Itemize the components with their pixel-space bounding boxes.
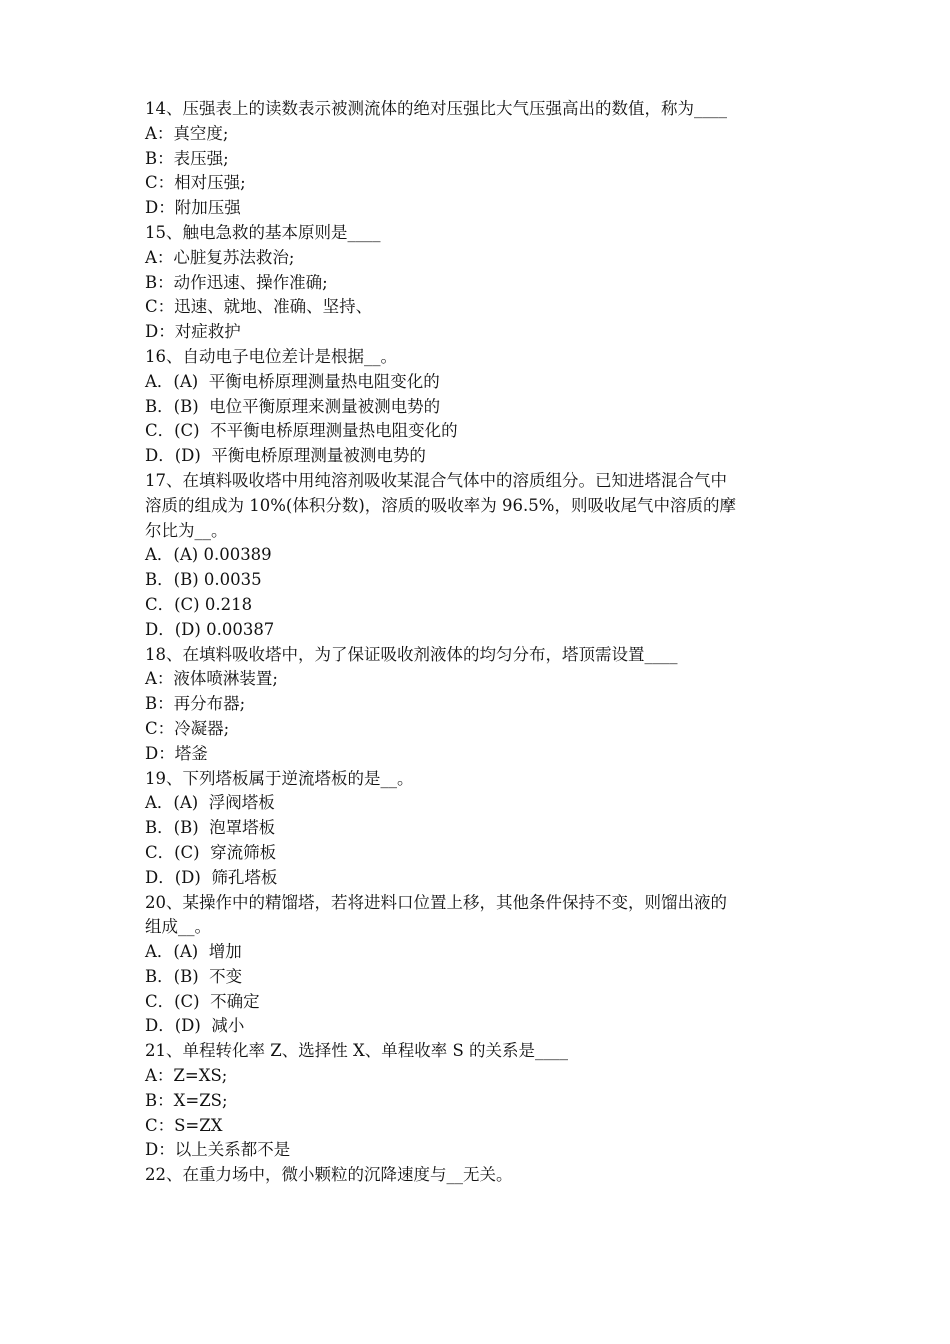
question-22: 22、在重力场中，微小颗粒的沉降速度与__无关。: [145, 1165, 513, 1185]
question-17: 17、在填料吸收塔中用纯溶剂吸收某混合气体中的溶质组分。已知进塔混合气中: [145, 470, 727, 490]
option-18-d: D：塔釜: [145, 743, 208, 763]
question-15: 15、触电急救的基本原则是____: [145, 222, 381, 242]
question-21: 21、单程转化率 Z、选择性 X、单程收率 S 的关系是____: [145, 1041, 568, 1061]
option-20-a: A．(A) 增加: [145, 942, 242, 962]
option-20-b: B．(B) 不变: [145, 966, 243, 986]
option-19-d: D．(D) 筛孔塔板: [145, 867, 278, 887]
option-18-b: B：再分布器;: [145, 694, 246, 714]
question-20-cont: 组成__。: [145, 917, 211, 937]
option-17-b: B．(B) 0.0035: [145, 570, 262, 590]
option-16-d: D．(D) 平衡电桥原理测量被测电势的: [145, 446, 426, 466]
option-14-d: D：附加压强: [145, 198, 241, 218]
option-19-a: A．(A) 浮阀塔板: [145, 793, 275, 813]
question-14: 14、压强表上的读数表示被测流体的绝对压强比大气压强高出的数值，称为____: [145, 99, 727, 118]
question-17-cont-1: 溶质的组成为 10%(体积分数)，溶质的吸收率为 96.5%，则吸收尾气中溶质的摩: [145, 495, 736, 515]
option-16-b: B．(B) 电位平衡原理来测量被测电势的: [145, 396, 441, 416]
option-14-a: A：真空度;: [145, 123, 229, 143]
option-15-b: B：动作迅速、操作准确;: [145, 272, 328, 292]
option-17-c: C．(C) 0.218: [145, 594, 253, 614]
option-20-c: C．(C) 不确定: [145, 991, 260, 1011]
option-21-c: C：S=ZX: [145, 1115, 223, 1135]
option-14-c: C：相对压强;: [145, 173, 246, 193]
option-21-a: A：Z=XS;: [145, 1066, 228, 1086]
question-17-cont-2: 尔比为__。: [145, 520, 228, 540]
option-18-c: C：冷凝器;: [145, 718, 230, 738]
option-14-b: B：表压强;: [145, 148, 229, 168]
option-16-a: A．(A) 平衡电桥原理测量热电阻变化的: [145, 371, 440, 391]
option-15-d: D：对症救护: [145, 322, 241, 342]
option-21-b: B：X=ZS;: [145, 1090, 228, 1110]
question-20: 20、某操作中的精馏塔，若将进料口位置上移，其他条件保持不变，则馏出液的: [145, 892, 727, 912]
option-17-d: D．(D) 0.00387: [145, 619, 275, 639]
option-17-a: A．(A) 0.00389: [145, 545, 272, 565]
option-20-d: D．(D) 减小: [145, 1016, 245, 1036]
option-21-d: D：以上关系都不是: [145, 1140, 291, 1160]
question-19: 19、下列塔板属于逆流塔板的是__。: [145, 768, 414, 788]
question-16: 16、自动电子电位差计是根据__。: [145, 346, 397, 366]
option-16-c: C．(C) 不平衡电桥原理测量热电阻变化的: [145, 421, 458, 441]
option-18-a: A：液体喷淋装置;: [145, 669, 278, 689]
option-19-c: C．(C) 穿流筛板: [145, 842, 277, 862]
option-15-a: A：心脏复苏法救治;: [145, 247, 295, 267]
document-page: [145, 97, 825, 1188]
option-19-b: B．(B) 泡罩塔板: [145, 818, 276, 838]
question-18: 18、在填料吸收塔中，为了保证吸收剂液体的均匀分布，塔顶需设置____: [145, 644, 678, 664]
option-15-c: C：迅速、就地、准确、坚持、: [145, 297, 373, 317]
